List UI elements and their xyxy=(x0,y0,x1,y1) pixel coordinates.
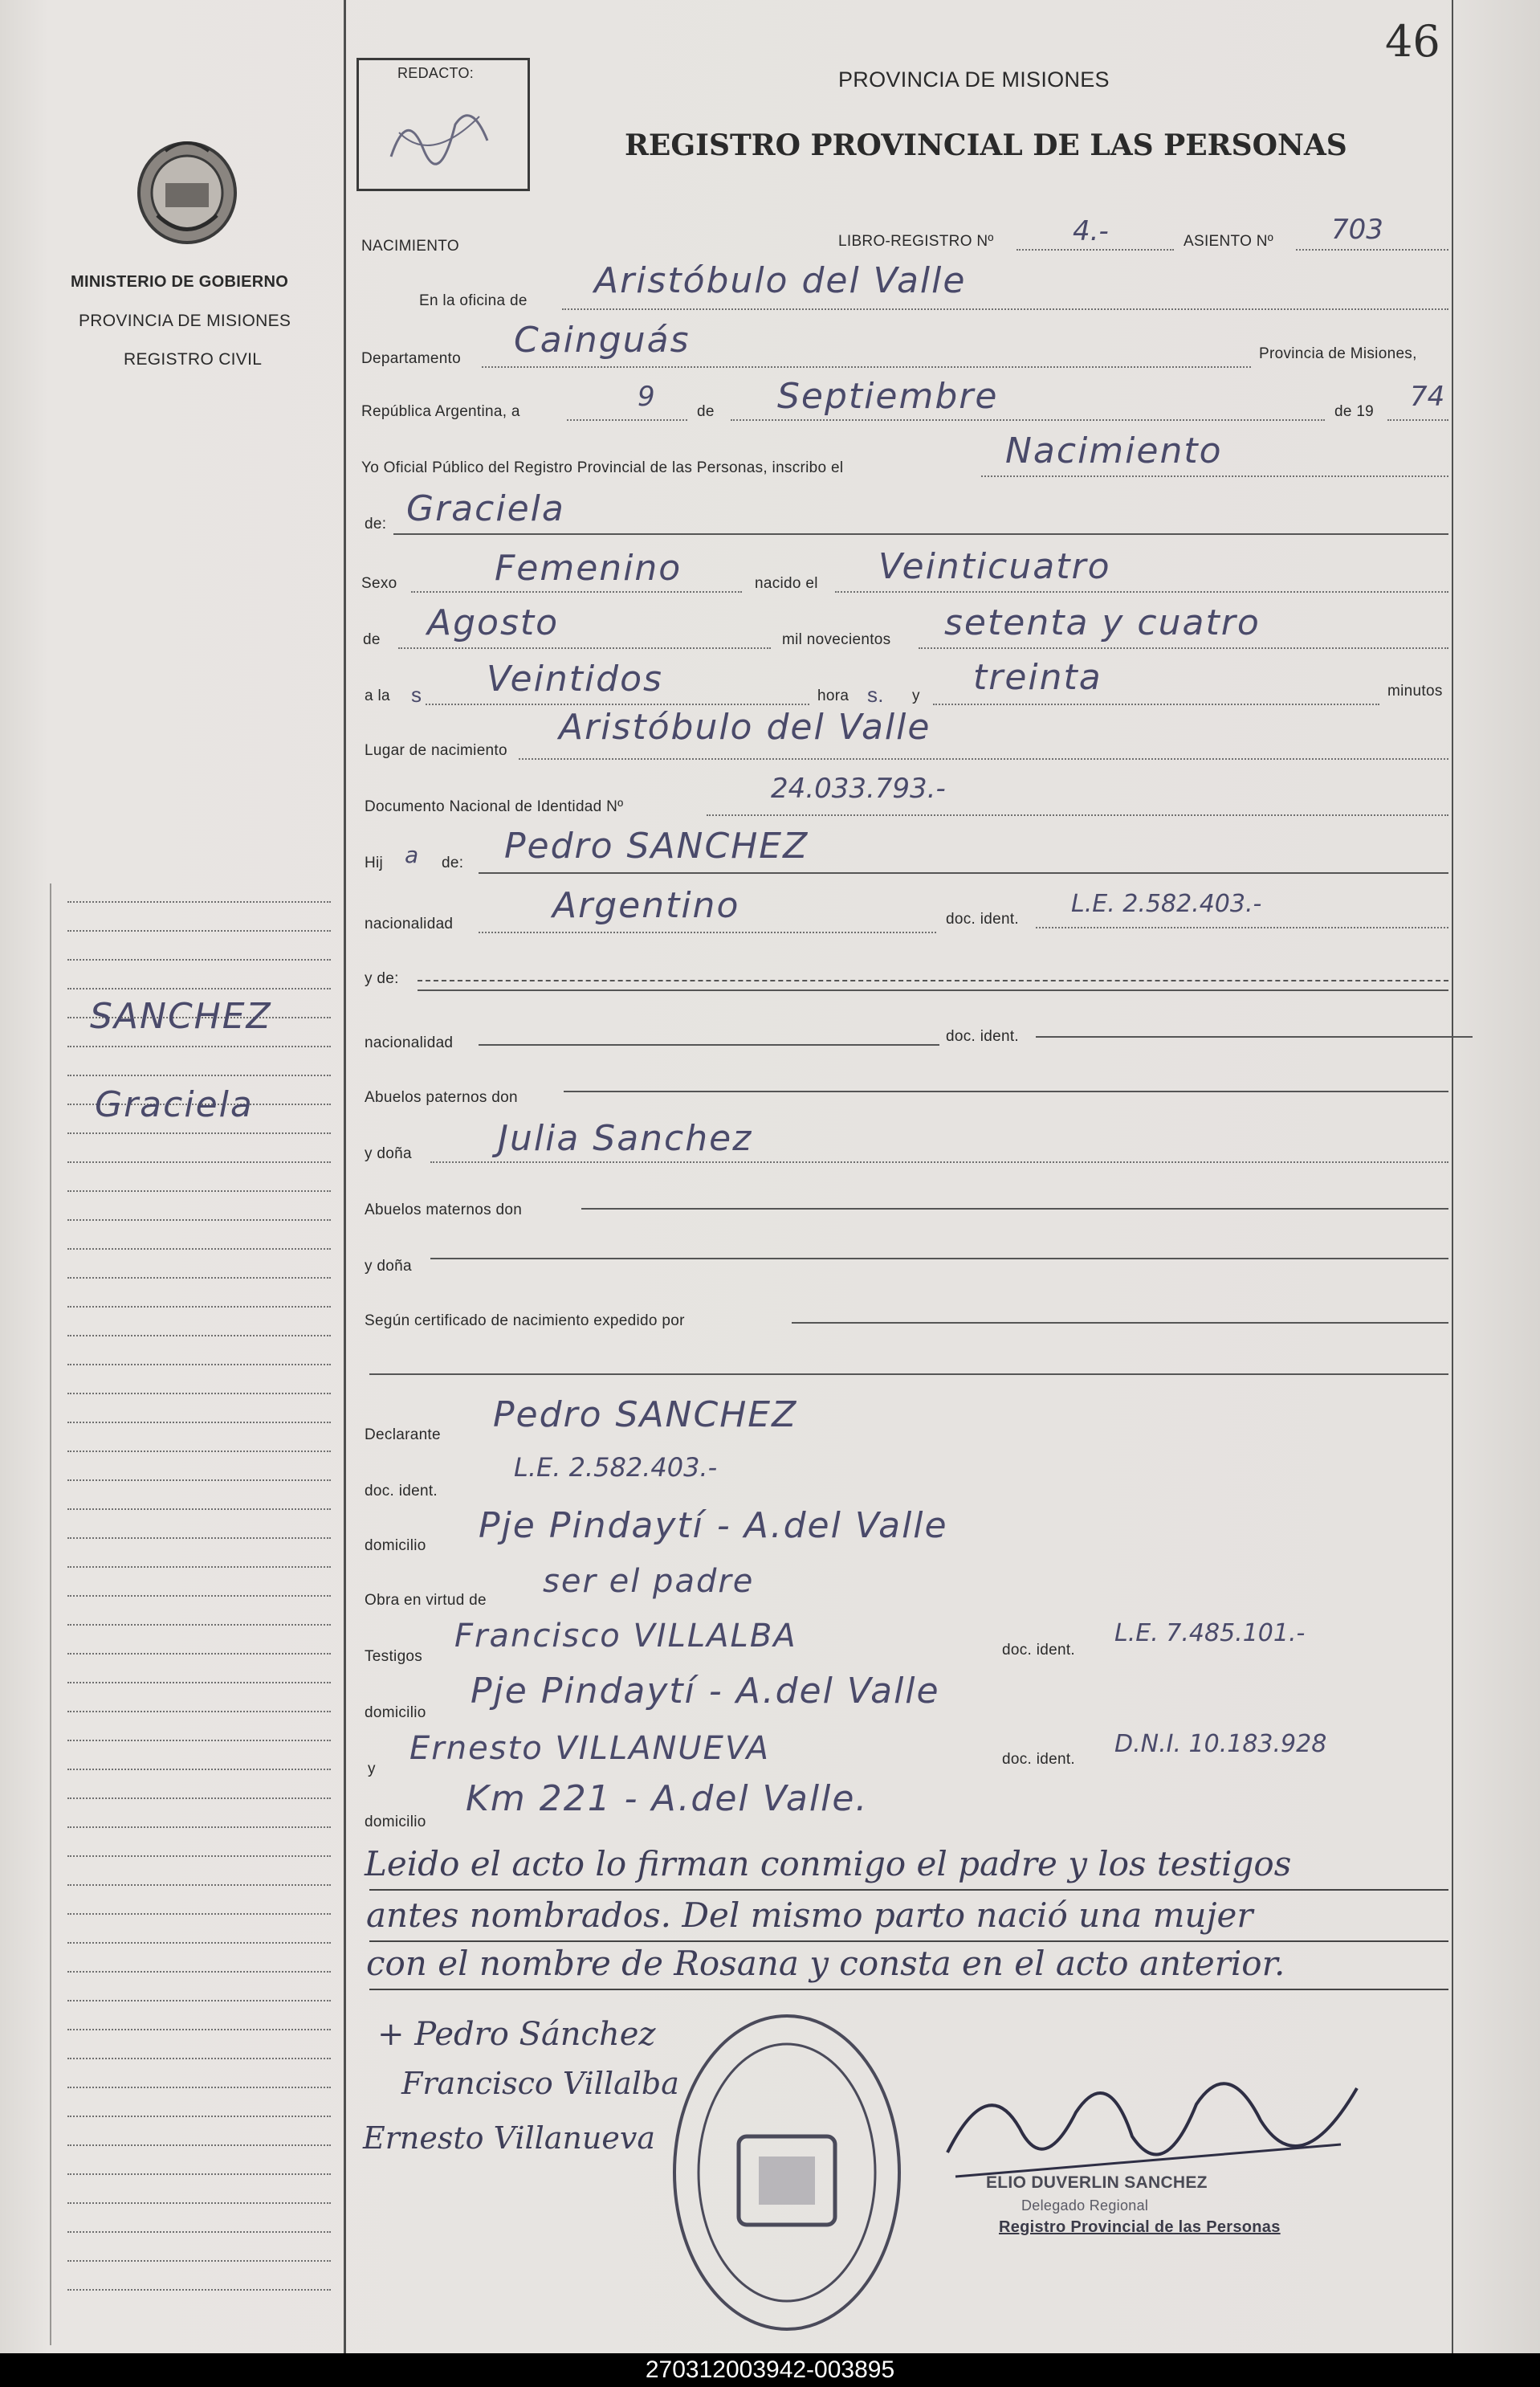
abuelos-mat-label: Abuelos maternos don xyxy=(365,1202,523,1218)
dni-value: 24.033.793.- xyxy=(771,773,946,805)
yde-label: y de: xyxy=(365,970,399,987)
sexo-label: Sexo xyxy=(361,575,397,592)
official-name: ELIO DUVERLIN SANCHEZ xyxy=(986,2173,1208,2192)
official-role: Delegado Regional xyxy=(1021,2197,1149,2214)
testigo2-value: Ernesto VILLANUEVA xyxy=(409,1730,770,1767)
provincial-seal-icon xyxy=(133,135,241,247)
doc-testigo2-value: D.N.I. 10.183.928 xyxy=(1114,1730,1327,1758)
departamento-value: Cainguás xyxy=(514,320,691,361)
provincia-label: Provincia de Misiones, xyxy=(1259,345,1417,362)
doc-padre-value: L.E. 2.582.403.- xyxy=(1071,890,1262,918)
doc-ident5-label: doc. ident. xyxy=(1002,1751,1075,1768)
abuelos-pat-label: Abuelos paternos don xyxy=(365,1089,518,1106)
civil-registry-label: REGISTRO CIVIL xyxy=(124,350,263,369)
domicilio2-label: domicilio xyxy=(365,1704,426,1721)
closing-line1: Leido el acto lo firman conmigo el padre y los testigos xyxy=(365,1844,1292,1883)
doc-ident3-label: doc. ident. xyxy=(365,1483,438,1500)
padre-value: Pedro SANCHEZ xyxy=(504,826,809,867)
redacto-label: REDACTO: xyxy=(397,65,475,81)
obra-label: Obra en virtud de xyxy=(365,1592,487,1609)
libro-value: 4.- xyxy=(1073,215,1109,247)
segun-label: Según certificado de nacimiento expedido por xyxy=(365,1312,685,1329)
y-dona-label: y doña xyxy=(365,1145,412,1162)
sexo-value: Femenino xyxy=(495,548,682,589)
domicilio-testigo2-value: Km 221 - A.del Valle. xyxy=(466,1778,869,1819)
dia-value: 9 xyxy=(638,381,655,413)
redacto-box xyxy=(356,58,530,191)
doc-ident2-label: doc. ident. xyxy=(946,1028,1019,1045)
nacido-mes-value: Agosto xyxy=(427,602,560,643)
nacionalidad2-label: nacionalidad xyxy=(365,1034,454,1051)
domicilio-label: domicilio xyxy=(365,1537,426,1554)
lugar-value: Aristóbulo del Valle xyxy=(559,707,931,748)
anio-value: 74 xyxy=(1410,381,1445,413)
mil-label: mil novecientos xyxy=(782,631,891,648)
testigos-label: Testigos xyxy=(365,1648,423,1665)
de-label: de xyxy=(697,403,715,420)
y-label: y xyxy=(912,688,920,704)
departamento-label: Departamento xyxy=(361,350,462,367)
y2-label: y xyxy=(368,1761,376,1777)
signature-testigo2: Ernesto Villanueva xyxy=(363,2120,656,2156)
hora-s-value: s. xyxy=(867,683,884,707)
nacido-label: nacido el xyxy=(755,575,818,592)
de-name-label: de: xyxy=(365,516,387,532)
asiento-value: 703 xyxy=(1331,214,1383,246)
abuela-pat-value: Julia Sanchez xyxy=(498,1118,753,1159)
declarante-label: Declarante xyxy=(365,1426,441,1443)
page-number: 46 xyxy=(1385,16,1440,67)
ministry-label: MINISTERIO DE GOBIERNO xyxy=(71,273,289,291)
official-office: Registro Provincial de las Personas xyxy=(999,2218,1281,2236)
nacido-anio-value: setenta y cuatro xyxy=(944,602,1261,643)
oficina-value: Aristóbulo del Valle xyxy=(594,260,967,301)
margin-name: Graciela xyxy=(95,1084,254,1125)
ala-s-value: s xyxy=(411,683,422,707)
doc-ident-label: doc. ident. xyxy=(946,911,1019,928)
mes-value: Septiembre xyxy=(777,376,999,417)
hij-label: Hij xyxy=(365,855,384,871)
domicilio-declarante-value: Pje Pindaytí - A.del Valle xyxy=(479,1505,948,1546)
lugar-label: Lugar de nacimiento xyxy=(365,742,507,759)
nacionalidad-padre-value: Argentino xyxy=(552,885,740,926)
domicilio3-label: domicilio xyxy=(365,1814,426,1830)
nacionalidad-label: nacionalidad xyxy=(365,916,454,932)
image-id-footer: 270312003942-003895 xyxy=(0,2353,1540,2387)
nacimiento-label: NACIMIENTO xyxy=(361,238,459,255)
hij-suffix-value: a xyxy=(405,842,419,868)
declarante-value: Pedro SANCHEZ xyxy=(493,1394,798,1435)
closing-line2: antes nombrados. Del mismo parto nació una mujer xyxy=(366,1895,1253,1935)
hora-label: hora xyxy=(817,688,849,704)
form-right-border xyxy=(1452,0,1453,2353)
closing-line3: con el nombre de Rosana y consta en el acto anterior. xyxy=(366,1944,1285,1983)
registry-title: REGISTRO PROVINCIAL DE LAS PERSONAS xyxy=(625,129,1347,162)
province-header: PROVINCIA DE MISIONES xyxy=(838,67,1110,92)
form-left-border xyxy=(344,0,346,2353)
ala-label: a la xyxy=(365,688,390,704)
signature-padre: + Pedro Sánchez xyxy=(377,2016,656,2053)
minutos-texto-value: treinta xyxy=(973,657,1102,698)
oficina-label: En la oficina de xyxy=(419,292,528,309)
doc-testigo1-value: L.E. 7.485.101.- xyxy=(1114,1619,1306,1647)
doc-ident4-label: doc. ident. xyxy=(1002,1642,1075,1659)
y-dona2-label: y doña xyxy=(365,1258,412,1275)
nombre-value: Graciela xyxy=(406,488,565,529)
signature-testigo1: Francisco Villalba xyxy=(401,2066,679,2101)
page-edge-line xyxy=(50,883,51,2345)
de19-label: de 19 xyxy=(1334,403,1375,420)
documento-label: Documento Nacional de Identidad Nº xyxy=(365,798,624,815)
redacto-scribble-icon xyxy=(383,92,503,173)
domicilio-testigo1-value: Pje Pindaytí - A.del Valle xyxy=(471,1671,940,1712)
doc-declarante-value: L.E. 2.582.403.- xyxy=(514,1452,718,1483)
asiento-label: ASIENTO Nº xyxy=(1184,233,1273,250)
de3-label: de: xyxy=(442,855,464,871)
margin-surname: SANCHEZ xyxy=(90,996,272,1037)
official-stamp-icon xyxy=(666,2008,907,2337)
de2-label: de xyxy=(363,631,381,648)
republica-label: República Argentina, a xyxy=(361,403,520,420)
testigo1-value: Francisco VILLALBA xyxy=(454,1618,797,1655)
province-label: PROVINCIA DE MISIONES xyxy=(79,312,291,330)
libro-label: LIBRO-REGISTRO Nº xyxy=(838,233,994,250)
yo-oficial-label: Yo Oficial Público del Registro Provincial de las Personas, inscribo el xyxy=(361,459,844,476)
obra-value: ser el padre xyxy=(543,1563,755,1600)
hora-texto-value: Veintidos xyxy=(487,659,663,700)
minutos-label: minutos xyxy=(1387,683,1443,700)
nacido-dia-value: Veinticuatro xyxy=(878,546,1111,587)
acto-value: Nacimiento xyxy=(1005,430,1223,471)
